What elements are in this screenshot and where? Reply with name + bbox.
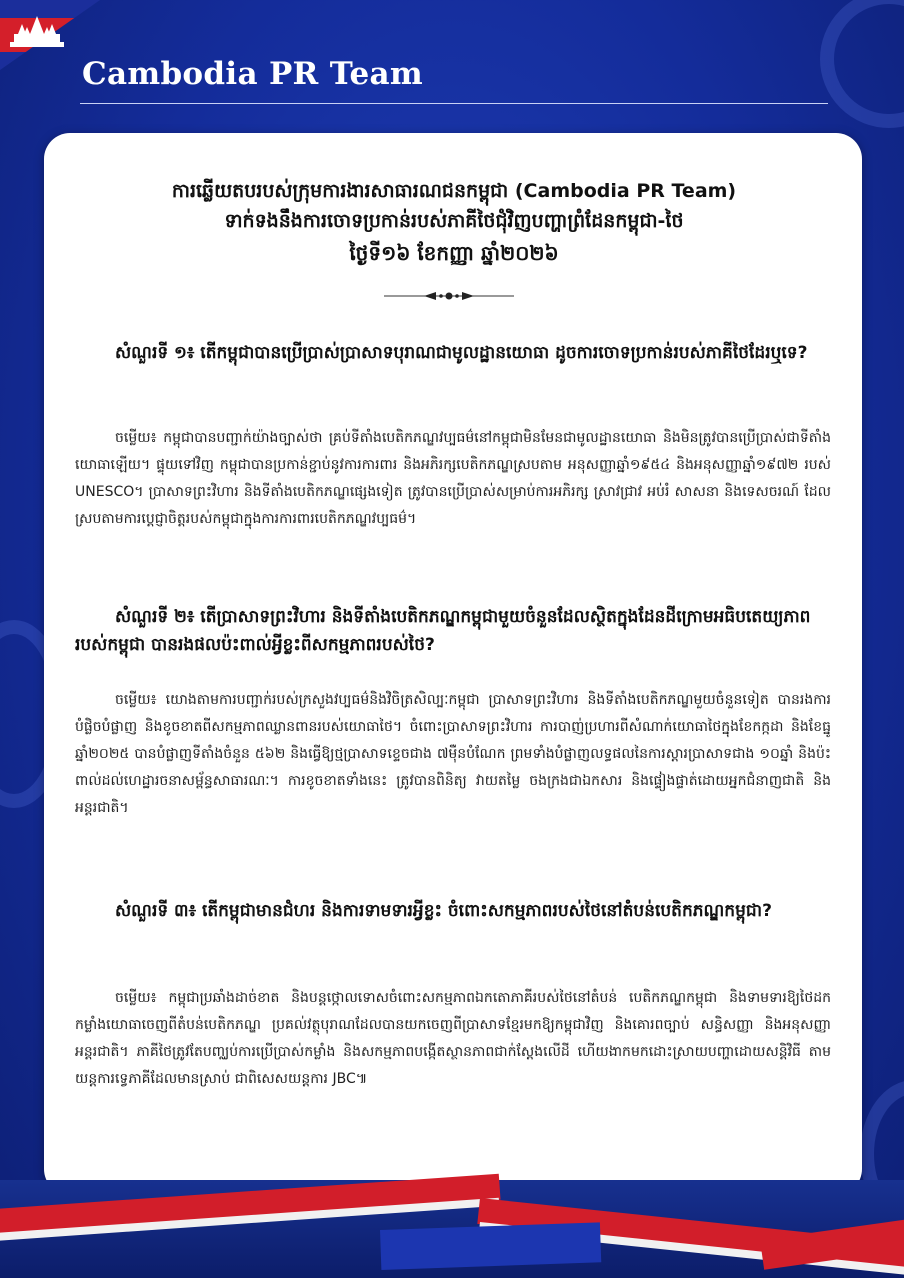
question-3: សំណួរទី ៣៖ តើកម្ពុជាមានជំហរ និងការទាមទារអ្វីខ្លះ ចំពោះសកម្មភាពរបស់ថៃនៅតំបន់បេតិកភណ្ឌកម្ពុជា? bbox=[115, 901, 772, 921]
document-title-line-2: ទាក់ទងនឹងការចោទប្រកាន់របស់ភាគីថៃជុំវិញបញ្ហាព្រំដែនកម្ពុជា-ថៃ bbox=[224, 210, 684, 232]
answer-3: ចម្លើយ៖ កម្ពុជាប្រឆាំងដាច់ខាត និងបន្តថ្កោលទោសចំពោះសកម្មភាពឯកតោភាគីរបស់ថៃនៅតំបន់ បេតិកភណ្ឌកម្ពុជា និងទាមទារឱ្យថៃដកកម្លាំងយោធាចេញពីតំបន់បេតិកភណ្ឌ ប្រគល់វត្ថុបុរាណដែលបានយកចេញពីប្រាសាទខ្មែរមកឱ្យកម្ពុជាវិញ និងគោរពច្បាប់ សន្ធិសញ្ញា និងអនុសញ្ញាអន្តរជាតិ។ ភាគីថៃត្រូវតែបញ្ឈប់ការប្រើប្រាស់កម្លាំង និងសកម្មភាពបង្កើតស្ថានភាពជាក់ស្តែងលើដី ហើយងាកមកដោះស្រាយបញ្ហាដោយសន្តិវិធី តាមយន្តការទ្វេភាគីដែលមានស្រាប់ ជាពិសេសយន្តការ JBC៕ bbox=[75, 990, 831, 1087]
header-title: Cambodia PR Team bbox=[82, 56, 424, 92]
document-date: ថ្ងៃទី១៦ ខែកញ្ញា ឆ្នាំ២០២៦ bbox=[349, 241, 559, 265]
background-ornament bbox=[820, 0, 904, 128]
document-card bbox=[44, 133, 862, 1195]
answer-1: ចម្លើយ៖ កម្ពុជាបានបញ្ជាក់យ៉ាងច្បាស់ថា គ្រប់ទីតាំងបេតិកភណ្ឌវប្បធម៌នៅកម្ពុជាមិនមែនជាមូលដ្ឋានយោធា និងមិនត្រូវបានប្រើប្រាស់ជាទីតាំងយោធាឡើយ។ ផ្ទុយទៅវិញ កម្ពុជាបានប្រកាន់ខ្ជាប់នូវការការពារ និងអភិរក្សបេតិកភណ្ឌស្របតាម អនុសញ្ញាឆ្នាំ១៩៥៤ និងអនុសញ្ញាឆ្នាំ១៩៧២ របស់ UNESCO។ ប្រាសាទព្រះវិហារ និងទីតាំងបេតិកភណ្ឌផ្សេងទៀត ត្រូវបានប្រើប្រាស់សម្រាប់ការអភិរក្ស ស្រាវជ្រាវ អប់រំ សាសនា និងទេសចរណ៍ ដែលស្របតាមការប្តេជ្ញាចិត្តរបស់កម្ពុជាក្នុងការការពារបេតិកភណ្ឌវប្បធម៌។ bbox=[75, 430, 831, 527]
document-title-line-1: ការឆ្លើយតបរបស់ក្រុមការងារសាធារណជនកម្ពុជា (Cambodia PR Team) bbox=[171, 180, 737, 202]
bottom-flag-band bbox=[0, 1180, 904, 1278]
question-2: សំណួរទី ២៖ តើប្រាសាទព្រះវិហារ និងទីតាំងបេតិកភណ្ឌកម្ពុជាមួយចំនួនដែលស្ថិតក្នុងដែនដីក្រោមអធិបតេយ្យភាពរបស់កម្ពុជា បានរងផលប៉ះពាល់អ្វីខ្លះពីសកម្មភាពរបស់ថៃ? bbox=[75, 607, 811, 655]
angkor-temple-icon bbox=[6, 14, 68, 50]
header-divider bbox=[80, 103, 828, 104]
question-1: សំណួរទី ១៖ តើកម្ពុជាបានប្រើប្រាស់ប្រាសាទបុរាណជាមូលដ្ឋានយោធា ដូចការចោទប្រកាន់របស់ភាគីថៃដែរឬទេ? bbox=[115, 343, 808, 363]
ornamental-divider-icon bbox=[384, 290, 514, 302]
flag-stripe bbox=[380, 1222, 601, 1270]
answer-2: ចម្លើយ៖ យោងតាមការបញ្ជាក់របស់ក្រសួងវប្បធម៌និងវិចិត្រសិល្បៈកម្ពុជា ប្រាសាទព្រះវិហារ និងទីតាំងបេតិកភណ្ឌមួយចំនួនទៀត បានរងការបំផ្លិចបំផ្លាញ និងខូចខាតពីសកម្មភាពឈ្លានពានរបស់យោធាថៃ។ ចំពោះប្រាសាទព្រះវិហារ ការបាញ់ប្រហារពីសំណាក់យោធាថៃក្នុងខែកក្កដា និងខែធ្នូ ឆ្នាំ២០២៥ បានបំផ្លាញទីតាំងចំនួន ៥៦២ និងធ្វើឱ្យថ្មប្រាសាទខ្ទេចជាង ៧ម៉ឺនបំណែក ព្រមទាំងបំផ្លាញលទ្ធផលនៃការស្តារប្រាសាទជាង ១០ឆ្នាំ និងប៉ះពាល់ដល់ហេដ្ឋារចនាសម្ព័ន្ធសាធារណៈ។ ការខូចខាតទាំងនេះ ត្រូវបានពិនិត្យ វាយតម្លៃ ចងក្រងជាឯកសារ និងផ្ទៀងផ្ទាត់ដោយអ្នកជំនាញជាតិ និងអន្តរជាតិ។ bbox=[75, 692, 831, 816]
